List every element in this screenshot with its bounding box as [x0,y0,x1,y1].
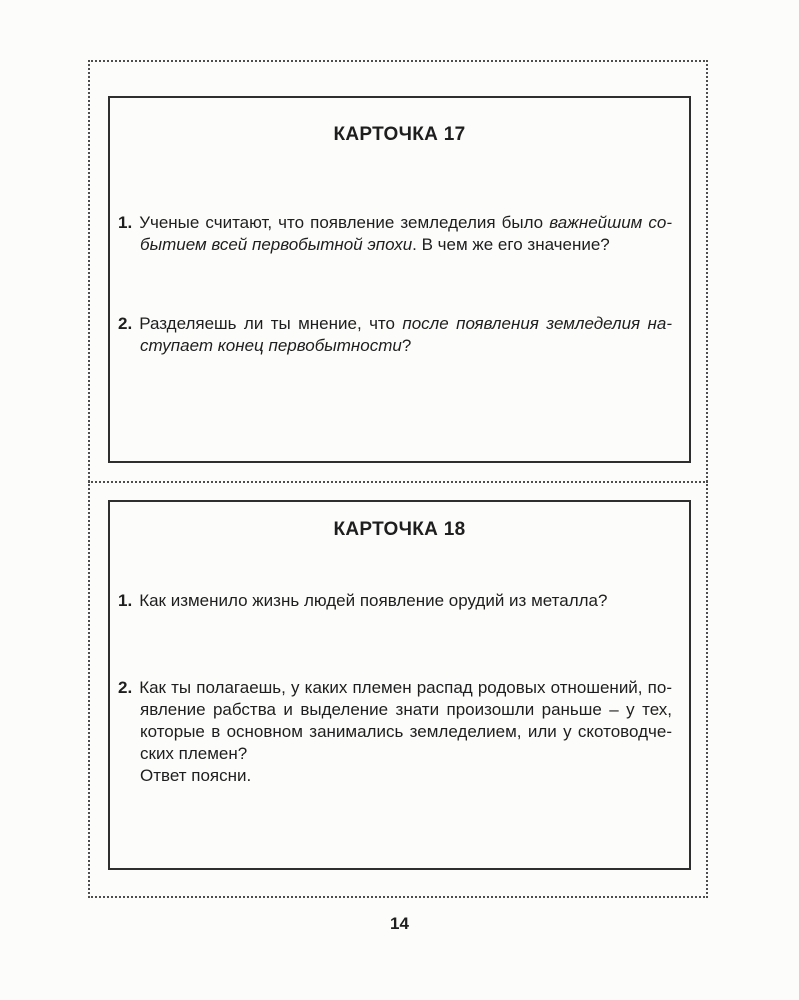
card-17 [108,96,691,463]
question-body: Ученые считают, что появление земледелия было важнейшим событием всей первобытной эпохи. В чем же его значение? [139,213,672,254]
page-number: 14 [390,914,409,933]
question-item-2 [118,313,672,357]
question-body: Как изменило жизнь людей появление орудий из металла? [139,591,608,610]
question-item-2 [118,677,672,787]
question-item-1 [118,590,672,612]
question-text [118,212,672,256]
question-item-1 [118,212,672,256]
card-title: КАРТОЧКА 18 [333,519,466,540]
question-number: 1. [118,213,133,232]
question-text [118,590,672,612]
question-number: 2. [118,678,133,697]
card-title: КАРТОЧКА 17 [333,124,466,145]
question-number: 1. [118,591,133,610]
question-text [118,313,672,357]
question-text [118,677,672,765]
question-number: 2. [118,314,133,333]
question-body: Как ты полагаешь, у каких племен распад родовых отношений, появление рабства и выделение знати произошли раньше – у тех, которые в основном занимались земледелием, или у скотоводческих племен? [139,678,672,763]
answer-note: Ответ поясни. [140,766,252,785]
question-body: Разделяешь ли ты мнение, что после появления земледелия наступает конец первобытности? [139,314,672,355]
card-18 [108,500,691,870]
cut-line-divider [88,481,708,483]
